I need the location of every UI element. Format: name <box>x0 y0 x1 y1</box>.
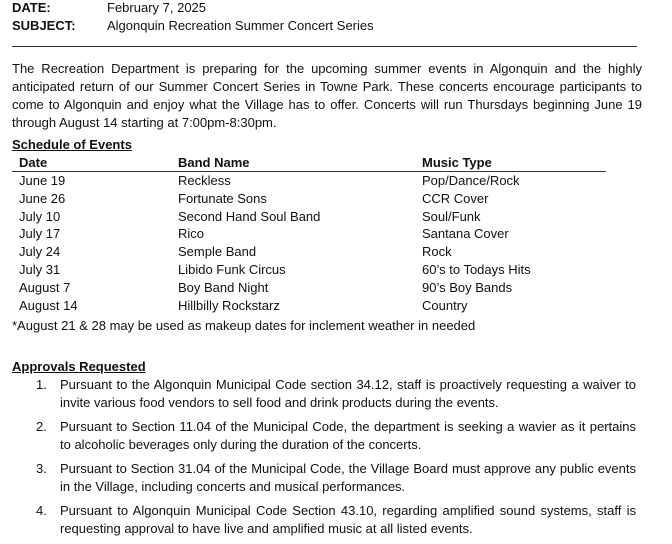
item-text: Pursuant to Section 31.04 of the Municipal Code, the Village Board must approve any public events in the Village, including concerts and musical performances. <box>60 461 636 494</box>
item-number: 2. <box>36 419 47 434</box>
event-date: July 24 <box>19 244 61 260</box>
list-item <box>36 460 636 496</box>
event-date: June 19 <box>19 173 66 188</box>
table-row <box>12 225 606 243</box>
list-item <box>36 502 636 538</box>
event-date: August 7 <box>19 279 71 295</box>
event-date: July 10 <box>19 208 61 224</box>
memo-date-row <box>12 0 374 17</box>
memo-header <box>12 0 374 35</box>
list-item <box>36 418 636 454</box>
memo-subject-row <box>12 17 374 35</box>
event-band: Reckless <box>178 173 231 188</box>
event-music-type: CCR Cover <box>422 190 489 206</box>
event-band: Hillbilly Rockstarz <box>178 297 280 313</box>
event-date: August 14 <box>19 297 78 313</box>
column-header-band: Band Name <box>178 155 250 170</box>
event-music-type: 60’s to Todays Hits <box>422 261 531 277</box>
approvals-list <box>36 376 636 544</box>
table-row <box>12 297 606 315</box>
event-band: Rico <box>178 226 205 242</box>
table-row <box>12 261 606 279</box>
event-date: July 17 <box>19 226 61 242</box>
table-row <box>12 190 606 208</box>
event-band: Second Hand Soul Band <box>178 208 321 224</box>
event-date: July 31 <box>19 261 61 277</box>
event-music-type: Santana Cover <box>422 226 509 242</box>
subject-label: SUBJECT: <box>12 18 76 33</box>
list-item <box>36 376 636 412</box>
date-value: February 7, 2025 <box>107 0 207 15</box>
intro-paragraph: The Recreation Department is preparing for the upcoming summer events in Algonquin and the highly anticipated return of our Summer Concert Series in Towne Park. These concerts encourage participants to come to Algonquin and enjoy what the Village has to offer. Concerts will run Thursdays beginning June 19 through August 14 starting at 7:00pm-8:30pm. <box>12 61 642 130</box>
subject-value: Algonquin Recreation Summer Concert Series <box>107 18 374 33</box>
event-band: Fortunate Sons <box>178 190 267 206</box>
event-band: Libido Funk Circus <box>178 261 286 277</box>
event-band: Semple Band <box>178 244 257 260</box>
item-text: Pursuant to the Algonquin Municipal Code section 34.12, staff is proactively requesting a waiver to invite various food vendors to sell food and drink products during the events. <box>60 377 636 410</box>
item-number: 1. <box>36 377 47 392</box>
table-row <box>12 208 606 226</box>
events-table-header <box>12 154 606 172</box>
event-music-type: Rock <box>422 244 452 260</box>
events-table <box>12 154 606 314</box>
item-number: 4. <box>36 503 47 518</box>
date-label: DATE: <box>12 0 51 15</box>
event-band: Boy Band Night <box>178 279 269 295</box>
column-header-date: Date <box>19 155 48 170</box>
event-music-type: 90’s Boy Bands <box>422 279 513 295</box>
item-text: Pursuant to Section 11.04 of the Municipal Code, the department is seeking a wavier as it pertains to alcoholic beverages only during the duration of the concerts. <box>60 419 636 452</box>
schedule-title: Schedule of Events <box>12 137 132 152</box>
schedule-footnote: *August 21 & 28 may be used as makeup dates for inclement weather in needed <box>12 318 476 333</box>
header-divider <box>12 46 637 47</box>
event-music-type: Pop/Dance/Rock <box>422 173 520 188</box>
table-row <box>12 243 606 261</box>
column-header-music-type: Music Type <box>422 155 492 170</box>
approvals-title: Approvals Requested <box>12 359 146 374</box>
item-text: Pursuant to Algonquin Municipal Code Section 43.10, regarding amplified sound systems, staff is requesting approval to have live and amplified music at all listed events. <box>60 503 636 536</box>
table-row <box>12 279 606 297</box>
event-date: June 26 <box>19 190 66 206</box>
item-number: 3. <box>36 461 47 476</box>
event-music-type: Soul/Funk <box>422 208 481 224</box>
table-row <box>12 172 606 190</box>
event-music-type: Country <box>422 297 468 313</box>
